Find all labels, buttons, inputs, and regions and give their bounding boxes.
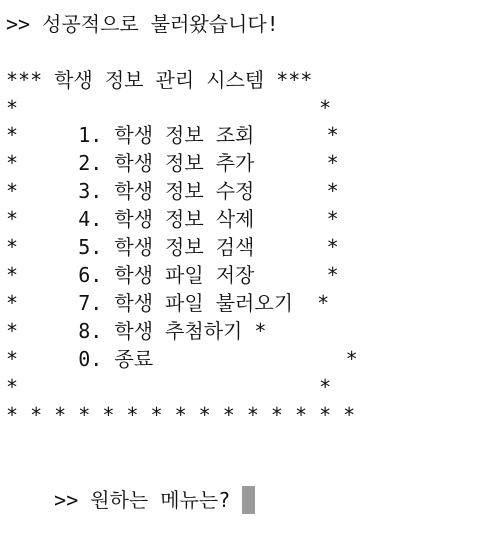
input-line[interactable] (6, 458, 255, 512)
prompt-text: >> 원하는 메뉴는? (54, 488, 243, 512)
menu-item-add: * 2. 학생 정보 추가 * (6, 151, 339, 175)
menu-item-exit: * 0. 종료 * (6, 347, 358, 371)
menu-border-line: * * (6, 96, 332, 120)
menu-border-line: * * (6, 375, 332, 399)
menu-bottom-border: * * * * * * * * * * * * * * * (6, 403, 356, 427)
menu-item-edit: * 3. 학생 정보 수정 * (6, 179, 339, 203)
text-cursor[interactable] (242, 486, 255, 514)
menu-item-draw: * 8. 학생 추첨하기 * (6, 319, 267, 343)
menu-item-delete: * 4. 학생 정보 삭제 * (6, 207, 339, 231)
menu-item-load-file: * 7. 학생 파일 불러오기 * (6, 291, 330, 315)
menu-item-view: * 1. 학생 정보 조회 * (6, 123, 339, 147)
menu-item-search: * 5. 학생 정보 검색 * (6, 235, 339, 259)
menu-title: *** 학생 정보 관리 시스템 *** (6, 68, 313, 92)
terminal-window (6, 8, 482, 512)
status-message: >> 성공적으로 불러왔습니다! (6, 12, 279, 36)
menu-item-save-file: * 6. 학생 파일 저장 * (6, 263, 339, 287)
